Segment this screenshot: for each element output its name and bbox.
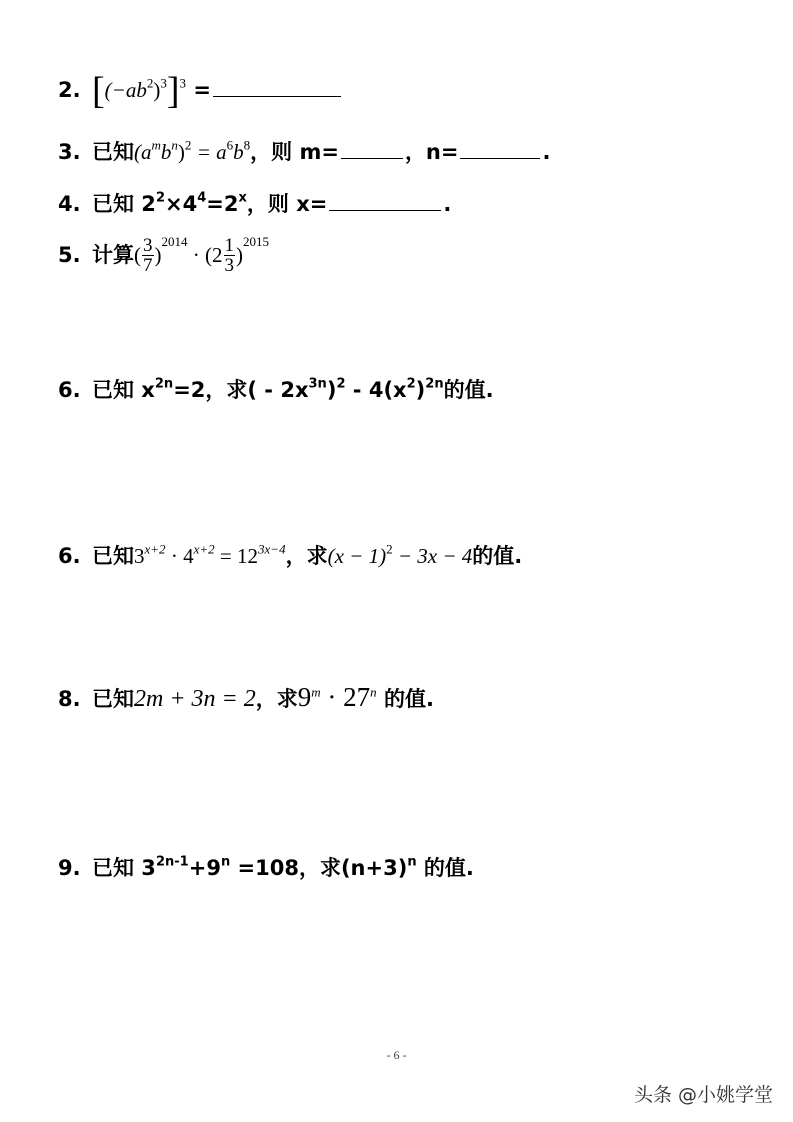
then-n: ，n= bbox=[404, 140, 459, 164]
watermark: 头条 @小姚学堂 bbox=[633, 1084, 773, 1106]
exp: 3 bbox=[179, 75, 187, 91]
math: = 12 bbox=[214, 544, 258, 568]
math: b bbox=[233, 140, 244, 164]
problem-9 bbox=[58, 854, 474, 880]
mid-text: ，求 bbox=[285, 544, 328, 568]
exp: 3n bbox=[308, 376, 327, 392]
exp: n bbox=[220, 854, 231, 870]
then-x: ，则 x= bbox=[246, 192, 328, 216]
math: (x − 1) bbox=[327, 544, 387, 568]
exp: n bbox=[370, 684, 377, 700]
problem-number: 8. bbox=[58, 687, 81, 711]
exp: n bbox=[171, 137, 178, 153]
exp: x bbox=[238, 190, 247, 206]
math: (a bbox=[134, 140, 152, 164]
tail-text: 的值. bbox=[416, 856, 474, 880]
mid-text: ，求 bbox=[255, 687, 298, 711]
lead-text: 已知 bbox=[92, 687, 134, 711]
math: ) bbox=[177, 140, 185, 164]
problem-number: 6. bbox=[58, 544, 81, 568]
problem-6a bbox=[58, 376, 494, 402]
exp: 8 bbox=[243, 137, 251, 153]
math: · 27 bbox=[320, 682, 371, 712]
lead-text: 已知 bbox=[92, 544, 134, 568]
exp: 3 bbox=[160, 75, 167, 91]
exp: 6 bbox=[226, 137, 234, 153]
right-bracket: ] bbox=[166, 70, 180, 112]
exp: 2n bbox=[425, 376, 444, 392]
paren-close: ) bbox=[154, 243, 162, 267]
numerator: 1 bbox=[224, 235, 235, 256]
exp: 2n-1 bbox=[155, 854, 189, 870]
exp: 2 bbox=[155, 190, 165, 206]
math: ) bbox=[326, 378, 337, 402]
math: 3 bbox=[134, 544, 145, 568]
problem-number: 2. bbox=[58, 78, 81, 102]
exp: 2 bbox=[184, 137, 192, 153]
math: =2，求( - 2x bbox=[173, 378, 309, 402]
exp: 2 bbox=[406, 376, 416, 392]
lead-text: 已知 2 bbox=[92, 192, 156, 216]
paren-open: ( bbox=[134, 243, 141, 267]
fraction-3-7 bbox=[142, 236, 154, 275]
exp: 2015 bbox=[243, 233, 270, 249]
denominator: 7 bbox=[143, 255, 153, 276]
exp: n bbox=[407, 854, 417, 870]
expr-inner: (−ab bbox=[104, 78, 147, 102]
exp: 2014 bbox=[161, 233, 188, 249]
exp: 2 bbox=[146, 75, 154, 91]
math: b bbox=[160, 140, 172, 164]
tail-text: 的值. bbox=[443, 378, 494, 402]
math: · (2 bbox=[187, 243, 223, 267]
tail-text: 的值. bbox=[376, 687, 434, 711]
math: 9 bbox=[297, 682, 312, 712]
left-bracket: [ bbox=[92, 70, 105, 112]
problem-4 bbox=[58, 190, 452, 216]
problem-number: 4. bbox=[58, 192, 81, 216]
problem-6b bbox=[58, 541, 523, 568]
expr-close: ) bbox=[153, 78, 161, 102]
exp: 2 bbox=[386, 541, 393, 557]
paren-close: ) bbox=[236, 243, 244, 267]
period: . bbox=[542, 140, 551, 164]
exp: 4 bbox=[197, 190, 207, 206]
answer-blank-x[interactable] bbox=[329, 209, 441, 211]
problem-number: 5. bbox=[58, 243, 81, 267]
math: = a bbox=[191, 140, 227, 164]
equals: = bbox=[193, 78, 211, 102]
math: - 4(x bbox=[345, 378, 407, 402]
problem-2 bbox=[58, 72, 343, 110]
lead-text: 已知 3 bbox=[92, 856, 156, 880]
problem-8 bbox=[58, 684, 434, 711]
lead-text: 计算 bbox=[92, 243, 134, 267]
answer-blank[interactable] bbox=[213, 95, 341, 97]
period: . bbox=[443, 192, 452, 216]
problem-number: 9. bbox=[58, 856, 81, 880]
math: · 4 bbox=[165, 544, 194, 568]
exp: 2n bbox=[154, 376, 174, 392]
tail-text: 的值. bbox=[472, 544, 523, 568]
problem-3 bbox=[58, 137, 551, 164]
math: ) bbox=[415, 378, 426, 402]
exp: x+2 bbox=[193, 541, 215, 557]
fraction-1-3 bbox=[224, 236, 236, 275]
page-number: - 6 - bbox=[386, 1048, 407, 1062]
lead-text: 已知 bbox=[92, 140, 134, 164]
math: − 3x − 4 bbox=[392, 544, 473, 568]
answer-blank-n[interactable] bbox=[460, 157, 540, 159]
exp: 3x−4 bbox=[258, 541, 286, 557]
then-m: ，则 m= bbox=[250, 140, 339, 164]
problem-number: 3. bbox=[58, 140, 81, 164]
numerator: 3 bbox=[143, 235, 153, 256]
denominator: 3 bbox=[224, 255, 235, 276]
math: =108，求(n+3) bbox=[230, 856, 408, 880]
math: ×4 bbox=[165, 192, 198, 216]
math: +9 bbox=[188, 856, 221, 880]
math: 2m + 3n = 2 bbox=[134, 686, 256, 712]
lead-text: 已知 x bbox=[92, 378, 155, 402]
exp: m bbox=[151, 137, 161, 153]
problem-5 bbox=[58, 233, 270, 276]
exp: m bbox=[311, 684, 321, 700]
answer-blank-m[interactable] bbox=[341, 157, 403, 159]
exp: 2 bbox=[336, 376, 346, 392]
problem-number: 6. bbox=[58, 378, 81, 402]
exp: x+2 bbox=[144, 541, 166, 557]
math: =2 bbox=[206, 192, 239, 216]
